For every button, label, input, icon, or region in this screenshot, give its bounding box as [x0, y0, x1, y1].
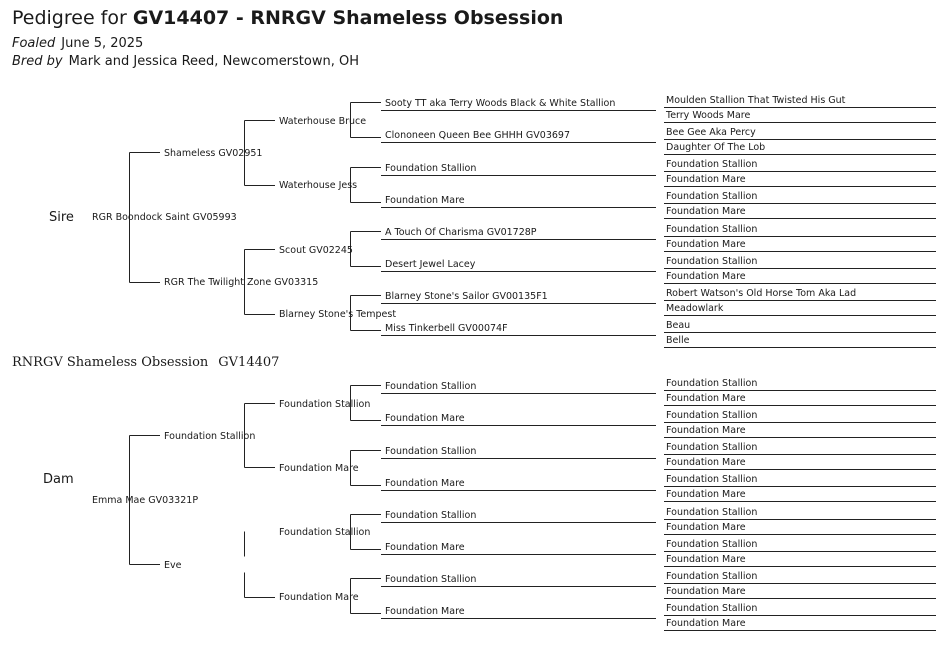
ancestor-g3: Waterhouse Jess	[279, 180, 358, 191]
ancestor-g5: Foundation Mare	[666, 425, 746, 436]
ancestor-g5: Foundation Stallion	[666, 474, 758, 485]
ancestor-g3: Blarney Stone's Tempest	[279, 309, 397, 320]
ancestor-g5: Foundation Mare	[666, 522, 746, 533]
foaled-label: Foaled	[12, 36, 56, 51]
ancestor-g5: Foundation Stallion	[666, 159, 758, 170]
ancestor-g3: Waterhouse Bruce	[279, 116, 367, 127]
ancestor-g5: Foundation Stallion	[666, 224, 758, 235]
ancestor-g5: Daughter Of The Lob	[666, 142, 766, 153]
ancestor-g4: Foundation Mare	[385, 542, 465, 553]
ancestor-g5: Foundation Mare	[666, 457, 746, 468]
ancestor-g4: Foundation Stallion	[385, 510, 477, 521]
ancestor-g5: Foundation Mare	[666, 206, 746, 217]
ancestor-g5: Foundation Stallion	[666, 410, 758, 421]
ancestor-g3: Scout GV02245	[279, 245, 353, 256]
ancestor-g5: Bee Gee Aka Percy	[666, 127, 756, 138]
ancestor-g4: Clononeen Queen Bee GHHH GV03697	[385, 130, 571, 141]
ancestor-g5: Foundation Stallion	[666, 191, 758, 202]
ancestor-g3: Foundation Mare	[279, 463, 359, 474]
ancestor-g4: Foundation Mare	[385, 478, 465, 489]
ancestor-g5: Foundation Mare	[666, 393, 746, 404]
ancestor-g5: Foundation Mare	[666, 239, 746, 250]
bred-value: Mark and Jessica Reed, Newcomerstown, OH	[68, 54, 359, 69]
ancestor-g5: Foundation Mare	[666, 554, 746, 565]
ancestor-g5: Beau	[666, 320, 691, 331]
dam-label: Dam	[43, 472, 74, 487]
ancestor-g5: Foundation Stallion	[666, 378, 758, 389]
ancestor-g4: Desert Jewel Lacey	[385, 259, 476, 270]
ancestor-g5: Belle	[666, 335, 690, 346]
ancestor-g5: Foundation Stallion	[666, 256, 758, 267]
sire-name: RGR Boondock Saint GV05993	[92, 212, 237, 223]
subject-reg: GV14407	[218, 355, 280, 370]
ancestor-g4: Foundation Stallion	[385, 163, 477, 174]
dam-name: Emma Mae GV03321P	[92, 495, 199, 506]
ancestor-g4: Foundation Mare	[385, 606, 465, 617]
ancestor-g5: Foundation Mare	[666, 489, 746, 500]
ancestor-g4: Miss Tinkerbell GV00074F	[385, 323, 508, 334]
ancestor-g4: Foundation Stallion	[385, 446, 477, 457]
bred-label: Bred by	[12, 54, 63, 69]
ancestor-g5: Robert Watson's Old Horse Tom Aka Lad	[666, 288, 857, 299]
sire-label: Sire	[49, 210, 74, 225]
ancestor-g5: Foundation Mare	[666, 586, 746, 597]
ancestor-g4: Foundation Mare	[385, 195, 465, 206]
foaled-value: June 5, 2025	[61, 36, 144, 51]
ancestor-g4: Blarney Stone's Sailor GV00135F1	[385, 291, 548, 302]
dam-sire: Foundation Stallion	[164, 431, 256, 442]
ancestor-g5: Foundation Stallion	[666, 603, 758, 614]
subject-horse	[12, 355, 279, 370]
ancestor-g5: Terry Woods Mare	[666, 110, 751, 121]
ancestor-g5: Foundation Stallion	[666, 539, 758, 550]
ancestor-g3: Foundation Stallion	[279, 399, 371, 410]
title-prefix: Pedigree for	[12, 7, 127, 29]
ancestor-g5: Moulden Stallion That Twisted His Gut	[666, 95, 846, 106]
subject-name: RNRGV Shameless Obsession	[12, 355, 209, 370]
ancestor-g4: Foundation Stallion	[385, 381, 477, 392]
sire-dam: RGR The Twilight Zone GV03315	[164, 277, 319, 288]
dam-dam: Eve	[164, 560, 182, 571]
ancestor-g5: Foundation Stallion	[666, 442, 758, 453]
ancestor-g5: Meadowlark	[666, 303, 724, 314]
ancestor-g4: Sooty TT aka Terry Woods Black & White Stallion	[385, 98, 616, 109]
ancestor-g4: Foundation Stallion	[385, 574, 477, 585]
ancestor-g3: Foundation Mare	[279, 592, 359, 603]
ancestor-g5: Foundation Stallion	[666, 507, 758, 518]
ancestor-g5: Foundation Mare	[666, 271, 746, 282]
ancestor-g5: Foundation Stallion	[666, 571, 758, 582]
sire-sire: Shameless GV02951	[164, 148, 263, 159]
ancestor-g4: A Touch Of Charisma GV01728P	[385, 227, 537, 238]
ancestor-g3: Foundation Stallion	[279, 527, 371, 538]
ancestor-g5: Foundation Mare	[666, 618, 746, 629]
ancestor-g4: Foundation Mare	[385, 413, 465, 424]
title-horse: GV14407 - RNRGV Shameless Obsession	[132, 7, 564, 29]
ancestor-g5: Foundation Mare	[666, 174, 746, 185]
